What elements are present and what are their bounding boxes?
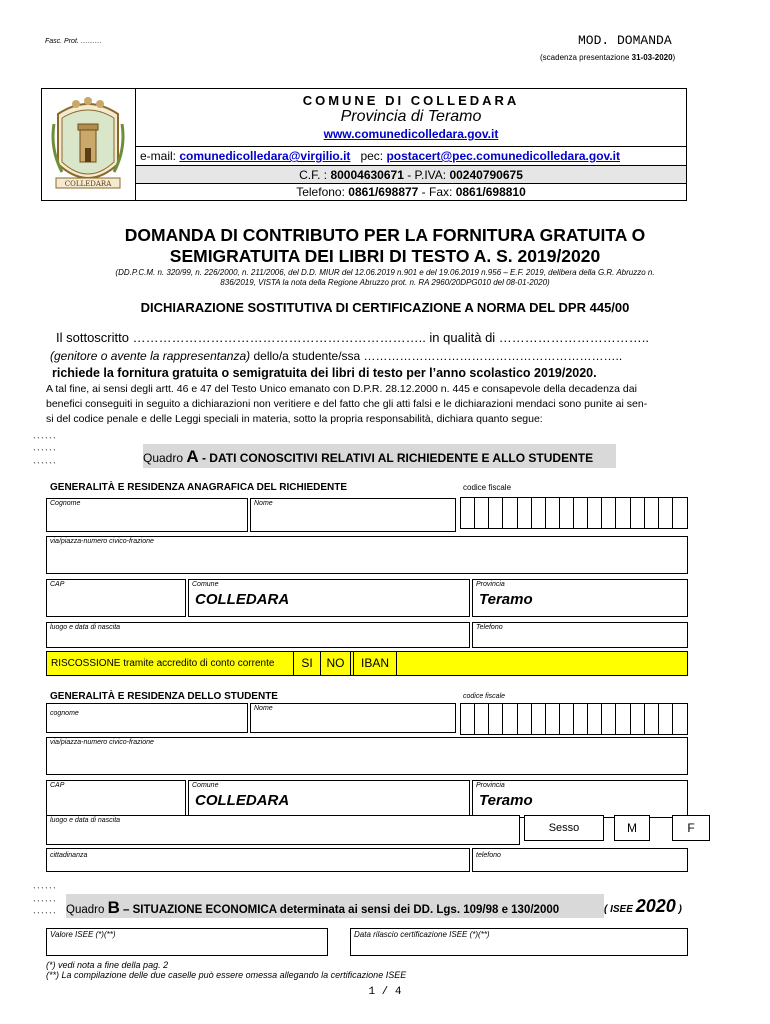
- richiedente-cf-label: codice fiscale: [463, 483, 512, 492]
- note-1: (*) vedi nota a fine della pag. 2: [46, 960, 169, 970]
- valore-isee-label: Valore ISEE (*)(**): [50, 930, 116, 939]
- comune-label: Comune: [192, 581, 219, 588]
- pec-link[interactable]: postacert@pec.comunedicolledara.gov.it: [386, 149, 620, 163]
- studente-heading: GENERALITÀ E RESIDENZA DELLO STUDENTE: [50, 691, 278, 702]
- studente-via-field[interactable]: [46, 737, 688, 775]
- quadro-b-prefix: Quadro: [66, 904, 108, 916]
- comune-s-value: COLLEDARA: [195, 792, 290, 809]
- provincia-s-label: Provincia: [476, 782, 505, 789]
- cf-char-cell[interactable]: [461, 704, 475, 734]
- email-label: e-mail:: [140, 149, 180, 163]
- page-number: 1 / 4: [368, 986, 402, 998]
- richiedente-cap-field[interactable]: [46, 579, 186, 617]
- cf-char-cell[interactable]: [532, 704, 546, 734]
- richiedente-nome-field[interactable]: [250, 498, 456, 532]
- cognome-label: Cognome: [50, 500, 81, 507]
- crest-text: COLLEDARA: [64, 180, 112, 188]
- quadro-b-title: – SITUAZIONE ECONOMICA determinata ai sensi dei DD. Lgs. 109/98 e 130/2000: [119, 904, 560, 916]
- note-2: (**) La compilazione delle due caselle può essere omessa allegando la certificazione ISEE: [46, 970, 407, 980]
- no-option[interactable]: NO: [321, 652, 351, 675]
- mod-domanda: MOD. DOMANDA: [578, 33, 672, 48]
- quadro-a-letter: A: [186, 447, 199, 466]
- cf-char-cell[interactable]: [602, 498, 616, 528]
- provincia-label: Provincia: [476, 581, 505, 588]
- scadenza-suffix: ): [672, 53, 676, 62]
- valore-isee-field[interactable]: [46, 928, 328, 956]
- studente-cf-label: codice fiscale: [463, 693, 506, 700]
- isee-open: ( ISEE: [604, 904, 636, 915]
- cf-char-cell[interactable]: [631, 704, 645, 734]
- richiedente-comune-field[interactable]: [188, 579, 470, 617]
- intro-studente: dello/a studente/ssa ………………………………………………………..: [250, 349, 623, 363]
- cf-char-cell[interactable]: [475, 704, 489, 734]
- riscossione-label: RISCOSSIONE tramite accredito di conto corrente: [51, 658, 275, 669]
- crest-column: [42, 89, 136, 200]
- cf-char-cell[interactable]: [503, 704, 517, 734]
- hatch-mark: ˋˋˋˋˋˋ: [33, 886, 57, 896]
- sesso-m-option[interactable]: M: [614, 815, 650, 841]
- sesso-f-option[interactable]: F: [672, 815, 710, 841]
- intro-para2: benefici conseguiti in seguito a dichiarazioni non veritiere e del fatto che gli atti falsi e le dichiarazioni mendaci sono punite ai sen-: [46, 398, 648, 410]
- quadro-b-heading: [66, 894, 604, 918]
- quadro-a-prefix: Quadro: [143, 451, 187, 465]
- isee-close: ): [675, 904, 682, 915]
- richiedente-cf-field[interactable]: [460, 497, 688, 529]
- cf-char-cell[interactable]: [574, 498, 588, 528]
- cognome-s-label: cognome: [50, 710, 79, 717]
- iban-field[interactable]: IBAN: [353, 652, 397, 675]
- cf-char-cell[interactable]: [645, 704, 659, 734]
- comune-name: COMUNE DI COLLEDARA: [302, 93, 520, 108]
- richiedente-luogo-field[interactable]: [46, 622, 470, 648]
- intro-para3: si del codice penale e delle Leggi speciali in materia, sotto la propria responsabilità, dichiara quanto segue:: [46, 413, 543, 425]
- tel-value: 0861/698877: [348, 185, 419, 199]
- cf-char-cell[interactable]: [588, 704, 602, 734]
- isee-label: [604, 896, 682, 917]
- via-label: via/piazza-numero civico-frazione: [50, 538, 154, 545]
- richiedente-telefono-field[interactable]: [472, 622, 688, 648]
- scadenza-date: 31-03-2020: [631, 53, 673, 62]
- riscossione-row: [46, 651, 688, 676]
- studente-cap-field[interactable]: [46, 780, 186, 818]
- cf-row: [136, 166, 686, 184]
- richiedente-provincia-field[interactable]: [472, 579, 688, 617]
- cf-char-cell[interactable]: [546, 704, 560, 734]
- cap-s-label: CAP: [50, 782, 65, 789]
- cf-char-cell[interactable]: [560, 704, 574, 734]
- hatch-mark: ˋˋˋˋˋˋ: [33, 899, 57, 909]
- richiedente-cognome-field[interactable]: [46, 498, 248, 532]
- si-option[interactable]: SI: [293, 652, 321, 675]
- tel-label: Telefono:: [296, 185, 349, 199]
- studente-cittadinanza-field[interactable]: [46, 848, 470, 872]
- studente-comune-field[interactable]: [188, 780, 470, 818]
- website-row: [136, 127, 686, 141]
- fax-label: - Fax:: [418, 185, 456, 199]
- hatch-mark: ˋˋˋˋˋˋ: [33, 448, 57, 458]
- cf-char-cell[interactable]: [475, 498, 489, 528]
- richiedente-via-field[interactable]: [46, 536, 688, 574]
- fax-value: 0861/698810: [455, 185, 526, 199]
- piva-value: 00240790675: [449, 168, 523, 182]
- provincia-s-value: Teramo: [479, 792, 533, 809]
- hatch-mark: ˋˋˋˋˋˋ: [33, 911, 57, 921]
- data-rilascio-field[interactable]: [350, 928, 688, 956]
- contact-row: [136, 146, 686, 166]
- title-line1: DOMANDA DI CONTRIBUTO PER LA FORNITURA GRATUITA O: [124, 225, 646, 245]
- cf-char-cell[interactable]: [560, 498, 574, 528]
- cap-label: CAP: [50, 581, 65, 588]
- quadro-a-title: - DATI CONOSCITIVI RELATIVI AL RICHIEDENTE E ALLO STUDENTE: [198, 451, 594, 465]
- intro-rappresentanza: (genitore o avente la rappresentanza): [50, 349, 251, 363]
- dichiarazione-heading: DICHIARAZIONE SOSTITUTIVA DI CERTIFICAZIONE A NORMA DEL DPR 445/00: [140, 300, 630, 315]
- cf-char-cell[interactable]: [659, 704, 673, 734]
- quadro-b-letter: B: [107, 898, 120, 917]
- hatch-mark: ˋˋˋˋˋˋ: [33, 436, 57, 446]
- cf-char-cell[interactable]: [616, 704, 630, 734]
- pec-label: pec:: [360, 149, 387, 163]
- scadenza: [540, 53, 675, 62]
- studente-telefono-field[interactable]: [472, 848, 688, 872]
- studente-nome-field[interactable]: [250, 703, 456, 733]
- title-refs1: (DD.P.C.M. n. 320/99, n. 226/2000, n. 211/2006, del D.D. MIUR del 12.06.2019 n.901 e del 19.06.2019 n.956 – E.F. 2019, delibera della G.R. Abruzzo n.: [115, 268, 655, 277]
- intro-line2: [50, 349, 622, 363]
- colledara-crest-icon: [48, 94, 128, 194]
- comune-s-label: Comune: [192, 782, 219, 789]
- cf-label: C.F. :: [299, 168, 331, 182]
- richiedente-heading: GENERALITÀ E RESIDENZA ANAGRAFICA DEL RICHIEDENTE: [50, 482, 348, 493]
- cf-char-cell[interactable]: [588, 498, 602, 528]
- studente-provincia-field[interactable]: [472, 780, 688, 818]
- data-rilascio-label: Data rilascio certificazione ISEE (*)(**): [354, 930, 490, 939]
- title-refs2: 836/2019, VISTA la nota della Regione Abruzzo prot. n. RA 2960/20DPG010 del 08-01-2020): [220, 278, 550, 287]
- isee-year: 2020: [635, 896, 676, 916]
- cf-char-cell[interactable]: [616, 498, 630, 528]
- title-line2: SEMIGRATUITA DEI LIBRI DI TESTO A. S. 2019/2020: [169, 246, 601, 266]
- cittadinanza-label: cittadinanza: [50, 852, 88, 859]
- studente-cognome-field[interactable]: [46, 703, 248, 733]
- studente-cf-field[interactable]: [460, 703, 688, 735]
- comune-value: COLLEDARA: [195, 591, 290, 608]
- nome-label: Nome: [254, 500, 273, 507]
- cf-char-cell[interactable]: [659, 498, 673, 528]
- hatch-mark: ˋˋˋˋˋˋ: [33, 461, 57, 471]
- cf-char-cell[interactable]: [602, 704, 616, 734]
- quadro-a-heading: [143, 444, 616, 468]
- telefono-s-label: telefono: [476, 852, 501, 859]
- cf-char-cell[interactable]: [574, 704, 588, 734]
- cf-char-cell[interactable]: [518, 498, 532, 528]
- piva-label: - P.IVA:: [403, 168, 450, 182]
- cf-char-cell[interactable]: [489, 498, 503, 528]
- provincia-value: Teramo: [479, 591, 533, 608]
- cf-char-cell[interactable]: [645, 498, 659, 528]
- fasc-prot: Fasc. Prot. ………: [45, 38, 102, 45]
- studente-luogo-field[interactable]: [46, 815, 520, 845]
- email-link[interactable]: comunedicolledara@virgilio.it: [179, 149, 351, 163]
- cf-char-cell[interactable]: [461, 498, 475, 528]
- comune-header-box: [41, 88, 687, 201]
- intro-line1: Il sottoscritto ………………………………………………………….. in qualità di ……………………………..: [56, 330, 650, 345]
- sesso-label-box: Sesso: [524, 815, 604, 841]
- cf-char-cell[interactable]: [546, 498, 560, 528]
- website-link[interactable]: www.comunedicolledara.gov.it: [323, 127, 499, 141]
- intro-line3: richiede la fornitura gratuita o semigratuita dei libri di testo per l’anno scolastico 2019/2020.: [52, 366, 597, 380]
- telefono-label: Telefono: [476, 624, 503, 631]
- luogo-s-label: luogo e data di nascita: [50, 817, 121, 824]
- cf-char-cell[interactable]: [532, 498, 546, 528]
- intro-para1: A tal fine, ai sensi degli artt. 46 e 47 del Testo Unico emanato con D.P.R. 28.12.2000 n. 445 e consapevole della decadenza dai: [46, 383, 637, 395]
- cf-char-cell[interactable]: [503, 498, 517, 528]
- tel-row: [136, 184, 686, 199]
- nome-s-label: Nome: [254, 705, 273, 712]
- cf-char-cell[interactable]: [518, 704, 532, 734]
- cf-char-cell[interactable]: [489, 704, 503, 734]
- cf-char-cell[interactable]: [631, 498, 645, 528]
- cf-value: 80004630671: [330, 168, 404, 182]
- provincia-name: Provincia di Teramo: [340, 108, 482, 125]
- scadenza-prefix: (scadenza presentazione: [540, 53, 632, 62]
- via-s-label: via/piazza-numero civico-frazione: [50, 739, 154, 746]
- luogo-label: luogo e data di nascita: [50, 624, 121, 631]
